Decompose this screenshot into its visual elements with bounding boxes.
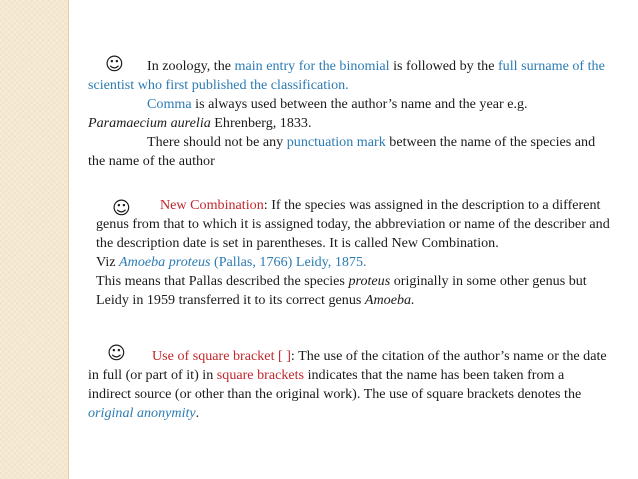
smile-icon: ☺ [112, 198, 131, 219]
paragraph-punctuation: There should not be any punctuation mark between the name of the species and the name of the author [88, 134, 596, 169]
paragraph-new-combination: New Combination: If the species was assigned in the description to a different genus from that to which it is assigned today, the abbreviation or name of the describer and the description date is set in parentheses. It is called New Combination. [96, 197, 610, 251]
section-new-combination [96, 196, 618, 310]
smile-icon: ☺ [105, 54, 124, 75]
left-decorative-strip [0, 0, 69, 479]
section-square-bracket [88, 343, 608, 423]
paragraph-viz-example: Viz Amoeba proteus (Pallas, 1766) Leidy, 1875. [96, 254, 367, 270]
paragraph-square-bracket: Use of square bracket [ ]: The use of the citation of the author’s name or the date in full (or part of it) in square brackets indicates that the name has been taken from a indirect source (or other than the original work). The use of square brackets denotes the original anonymity. [88, 348, 607, 421]
paragraph-explanation: This means that Pallas described the species proteus originally in some other genus but Leidy in 1959 transferred it to its correct genus Amoeba. [96, 273, 587, 308]
paragraph-comma: Comma is always used between the author’s name and the year e.g. Paramaecium aurelia Ehrenberg, 1833. [88, 96, 528, 131]
section-author-citation [88, 54, 608, 171]
paragraph-binomial: In zoology, the main entry for the binomial is followed by the full surname of the scientist who first published the classification. [88, 58, 605, 93]
smile-icon: ☺ [107, 343, 126, 364]
